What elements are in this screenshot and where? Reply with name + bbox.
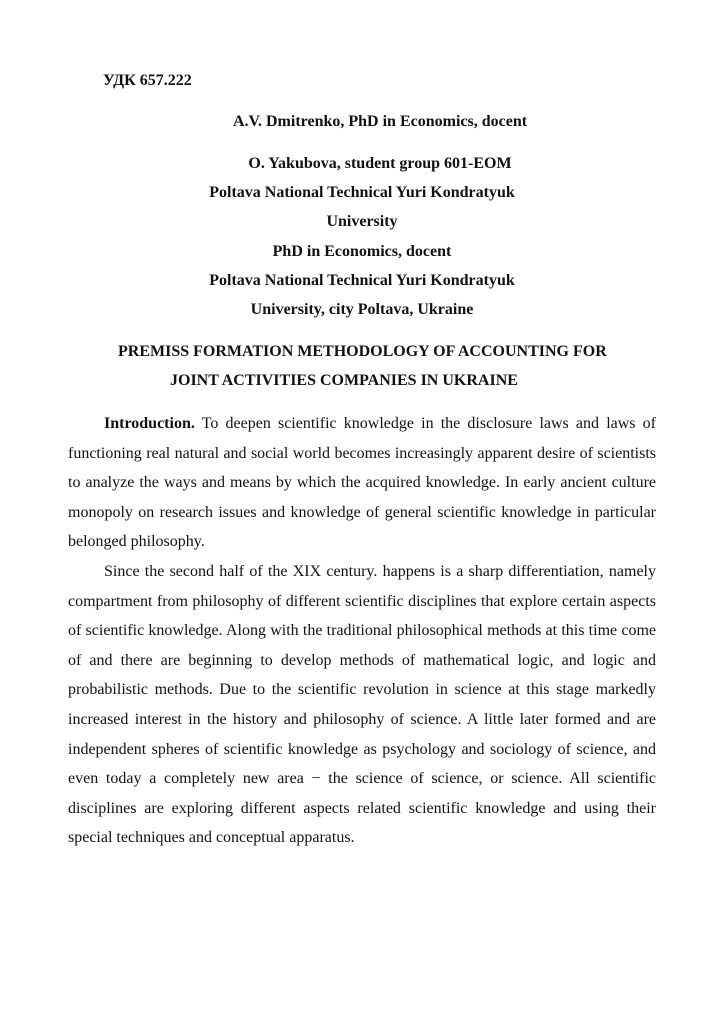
affiliation-1-line-2: University <box>326 213 398 230</box>
introduction-heading: Introduction. <box>104 415 195 432</box>
author-1: A.V. Dmitrenko, PhD in Economics, docent <box>232 113 528 130</box>
introduction-text: To deepen scientific knowledge in the disclosure laws and laws of functioning real natural and social world becomes increasingly apparent desire of scientists to analyze the ways and means by which the acquired knowledge. In early ancient culture monopoly on research issues and knowledge of general scientific knowledge in particular belonged philosophy. <box>68 415 656 551</box>
affiliation-2-line-2: University, city Poltava, Ukraine <box>250 301 474 318</box>
udc-code: УДК 657.222 <box>103 72 192 89</box>
paragraph-2: Since the second half of the XIX century. happens is a sharp differentiation, namely compartment from philosophy of different scientific disciplines that explore certain aspects of scientific knowledge. Along with the traditional philosophical methods at this time come of and there are beginning to develop methods of mathematical logic, and logic and probabilistic methods. Due to the scientific revolution in science at this stage markedly increased interest in the history and philosophy of science. A little later formed and are independent spheres of scientific knowledge as psychology and sociology of science, and even today a completely new area − the science of science, or science. All scientific disciplines are exploring different aspects related scientific knowledge and using their special techniques and conceptual apparatus. <box>68 562 656 847</box>
paper-title-line-1: PREMISS FORMATION METHODOLOGY OF ACCOUNTING FOR <box>118 343 607 360</box>
affiliation-1-line-1: Poltava National Technical Yuri Kondratyuk <box>209 184 515 201</box>
paper-title-line-2: JOINT ACTIVITIES COMPANIES IN UKRAINE <box>170 372 518 389</box>
paragraph-introduction <box>68 409 656 557</box>
body-text <box>68 409 656 853</box>
degree: PhD in Economics, docent <box>272 243 452 260</box>
affiliation-2-line-1: Poltava National Technical Yuri Kondratyuk <box>209 272 515 289</box>
author-2: O. Yakubova, student group 601-EOM <box>248 155 512 172</box>
